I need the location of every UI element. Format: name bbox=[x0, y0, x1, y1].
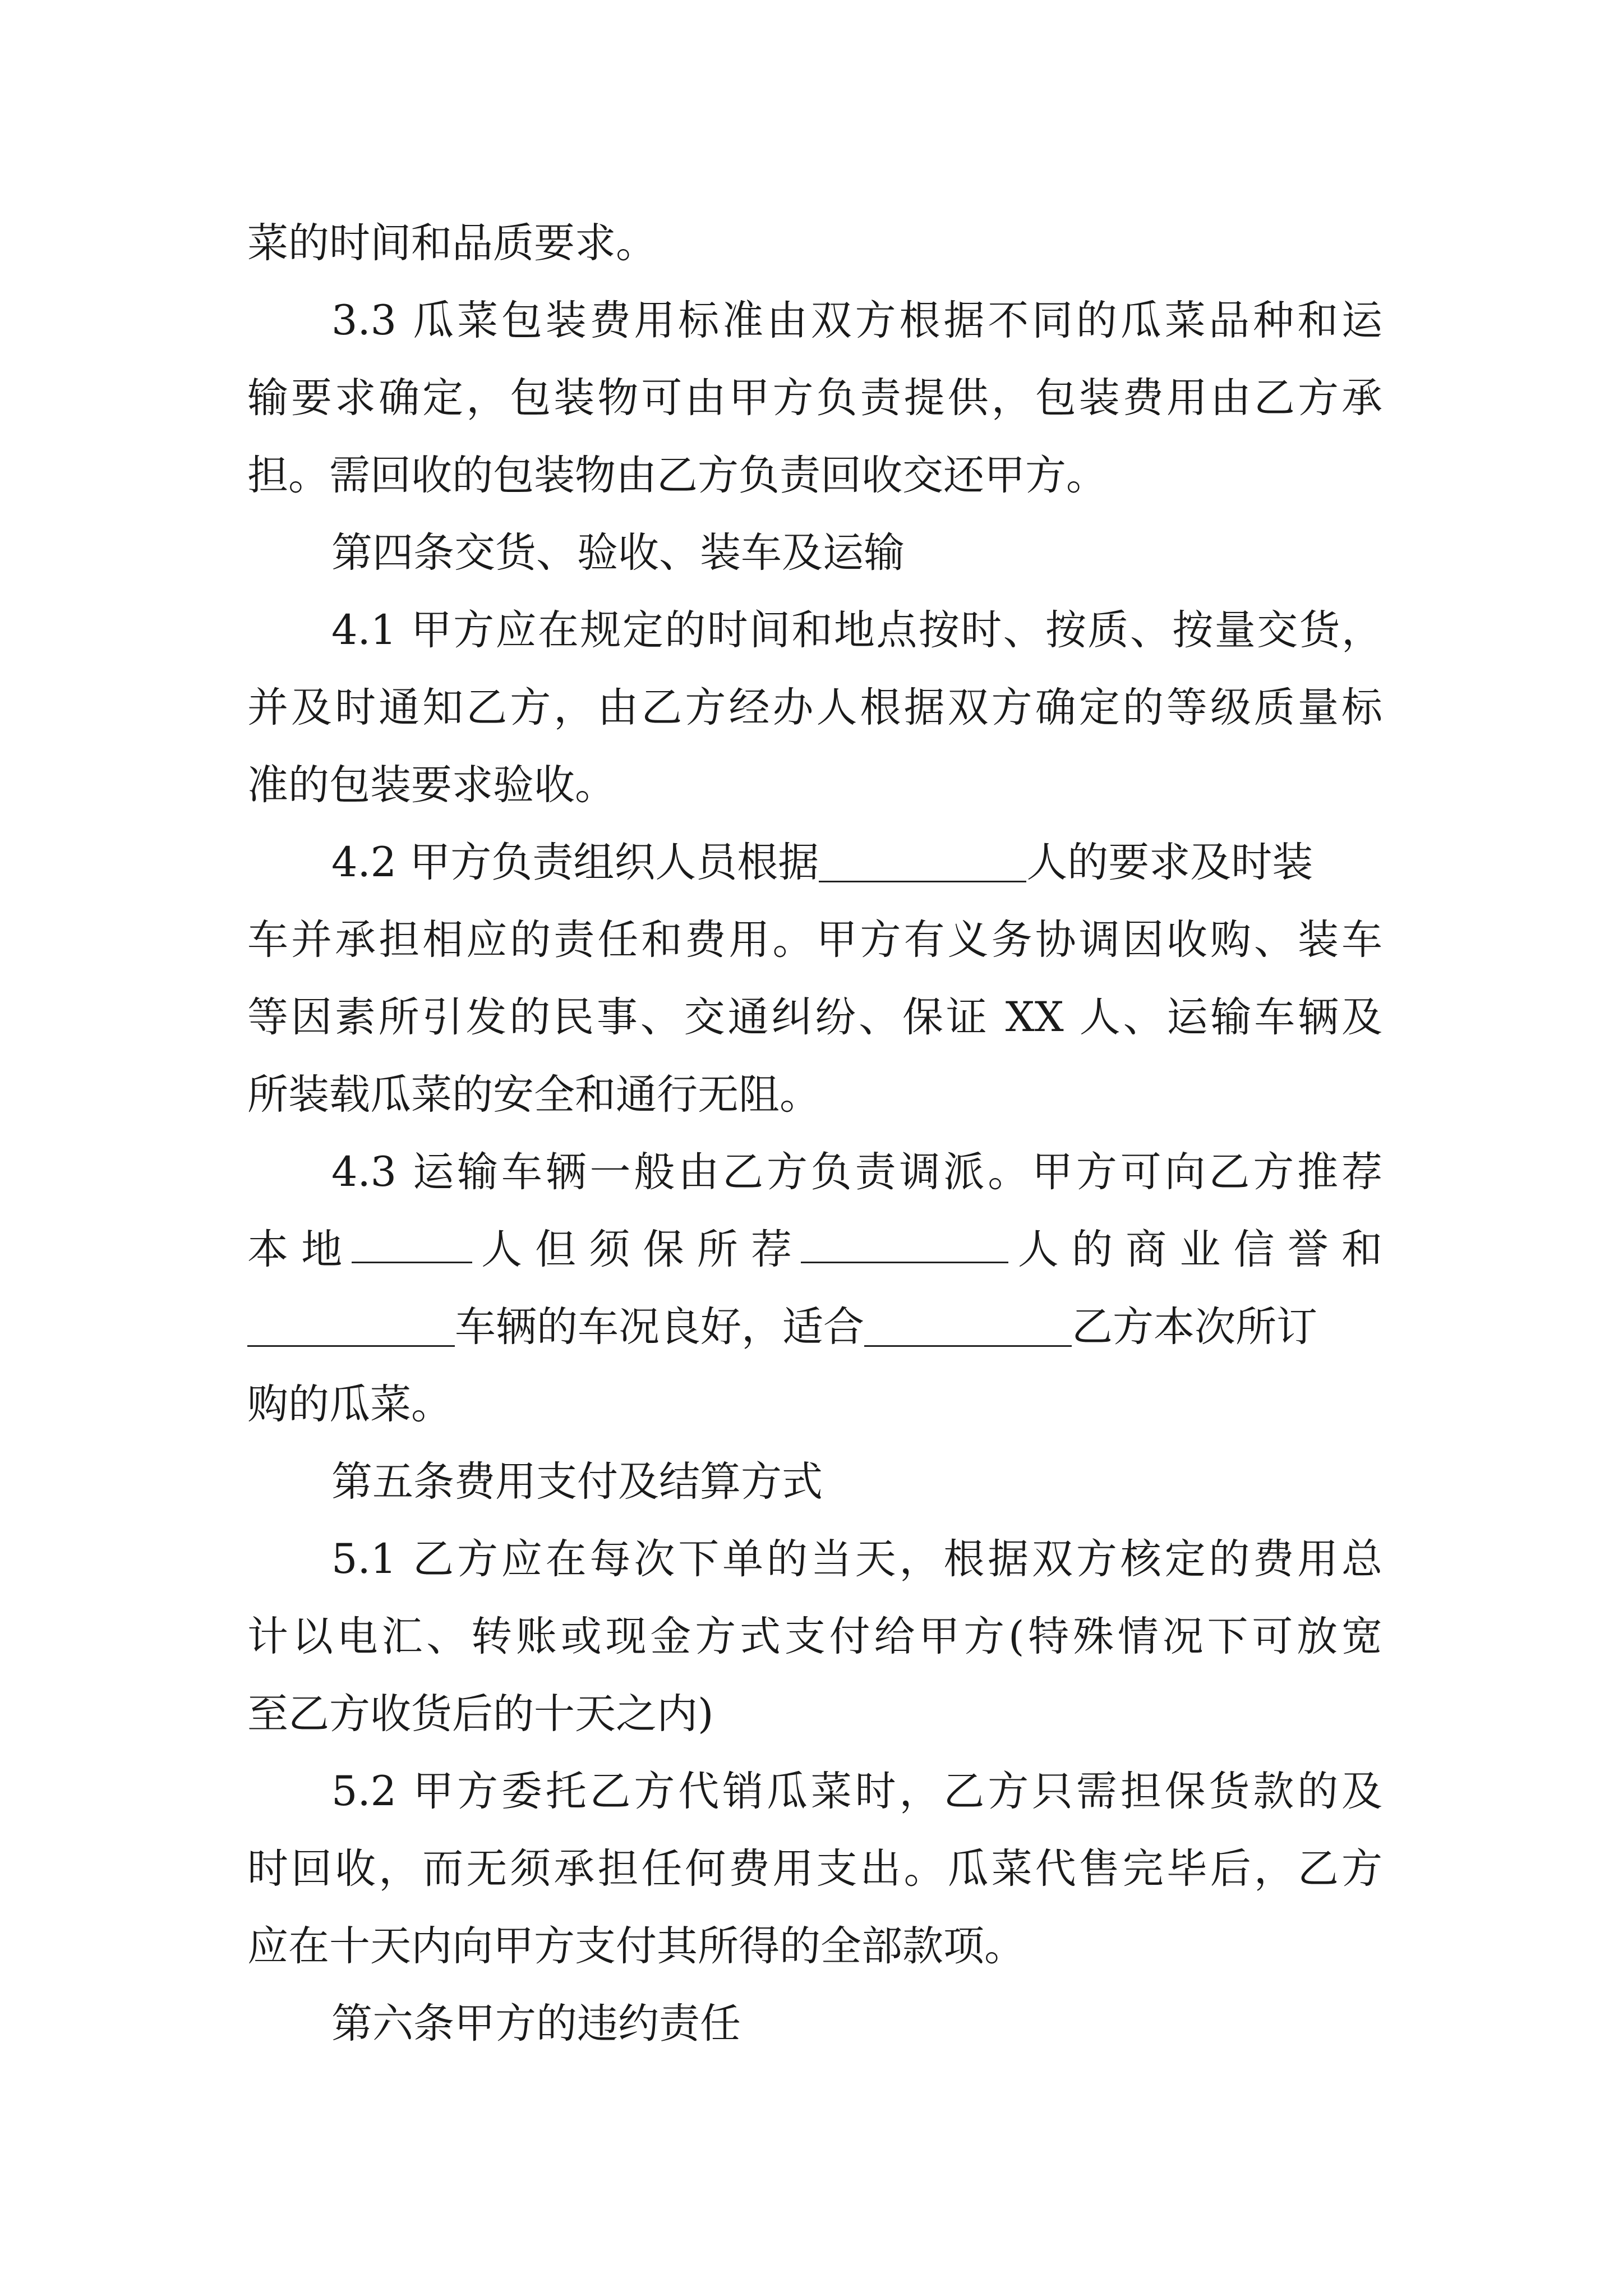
text-line: 输要求确定，包装物可由甲方负责提供，包装费用由乙方承 bbox=[247, 374, 1382, 422]
paragraph-5-2 bbox=[247, 1753, 1382, 1985]
text-fragment: 乙方本次所订 bbox=[1072, 1303, 1317, 1351]
text-fragment: 车辆的车况良好，适合 bbox=[455, 1303, 864, 1351]
text-line: 担。需回收的包装物由乙方负责回收交还甲方。 bbox=[247, 452, 1107, 499]
text-line: 3.3 瓜菜包装费用标准由双方根据不同的瓜菜品种和运 bbox=[331, 297, 1382, 344]
fill-blank bbox=[801, 1221, 1008, 1263]
text-line: 所装载瓜菜的安全和通行无阻。 bbox=[247, 1071, 820, 1119]
text-line: 等因素所引发的民事、交通纠纷、保证 XX 人、运输车辆及 bbox=[247, 993, 1382, 1041]
fill-blank bbox=[247, 1304, 455, 1347]
text-line bbox=[247, 1211, 1382, 1289]
article-5-heading bbox=[247, 1443, 1382, 1521]
text-line bbox=[247, 1289, 1382, 1366]
paragraph-3-2-tail bbox=[247, 205, 1382, 282]
paragraph-4-1 bbox=[247, 592, 1382, 824]
text-line bbox=[247, 824, 1382, 901]
text-fragment: 人的要求及时装 bbox=[1026, 839, 1313, 886]
text-fragment: 人 的 商 业 信 誉 和 bbox=[1017, 1226, 1382, 1273]
document-body bbox=[247, 205, 1382, 2063]
fill-blank bbox=[352, 1221, 472, 1263]
text-line: 准的包装要求验收。 bbox=[247, 761, 616, 809]
text-fragment: 本 地 bbox=[247, 1226, 343, 1273]
heading-text: 第六条甲方的违约责任 bbox=[331, 2000, 741, 2047]
text-line: 菜的时间和品质要求。 bbox=[247, 219, 657, 267]
fill-blank bbox=[864, 1304, 1072, 1347]
text-line: 5.2 甲方委托乙方代销瓜菜时，乙方只需担保货款的及 bbox=[331, 1768, 1382, 1815]
paragraph-4-2 bbox=[247, 824, 1382, 1134]
text-line: 购的瓜菜。 bbox=[247, 1381, 452, 1428]
heading-text: 第四条交货、验收、装车及运输 bbox=[331, 529, 905, 577]
paragraph-4-3 bbox=[247, 1134, 1382, 1443]
heading-text: 第五条费用支付及结算方式 bbox=[331, 1458, 823, 1506]
text-line: 4.1 甲方应在规定的时间和地点按时、按质、按量交货， bbox=[331, 606, 1382, 654]
article-6-heading bbox=[247, 1985, 1382, 2063]
text-fragment: 人 但 须 保 所 荐 bbox=[481, 1226, 792, 1273]
paragraph-5-1 bbox=[247, 1521, 1382, 1753]
text-line: 4.3 运输车辆一般由乙方负责调派。甲方可向乙方推荐 bbox=[331, 1148, 1382, 1196]
fill-blank bbox=[819, 840, 1026, 882]
text-line: 车并承担相应的责任和费用。甲方有义务协调因收购、装车 bbox=[247, 916, 1382, 964]
text-line: 5.1 乙方应在每次下单的当天，根据双方核定的费用总 bbox=[331, 1535, 1382, 1583]
text-line: 应在十天内向甲方支付其所得的全部款项。 bbox=[247, 1922, 1025, 1970]
paragraph-3-3 bbox=[247, 282, 1382, 514]
text-line: 计以电汇、转账或现金方式支付给甲方(特殊情况下可放宽 bbox=[247, 1613, 1382, 1660]
text-line: 至乙方收货后的十天之内) bbox=[247, 1690, 714, 1738]
text-line: 并及时通知乙方，由乙方经办人根据双方确定的等级质量标 bbox=[247, 684, 1382, 731]
article-4-heading bbox=[247, 514, 1382, 592]
text-line: 时回收，而无须承担任何费用支出。瓜菜代售完毕后，乙方 bbox=[247, 1845, 1382, 1893]
text-fragment: 4.2 甲方负责组织人员根据 bbox=[331, 839, 819, 886]
